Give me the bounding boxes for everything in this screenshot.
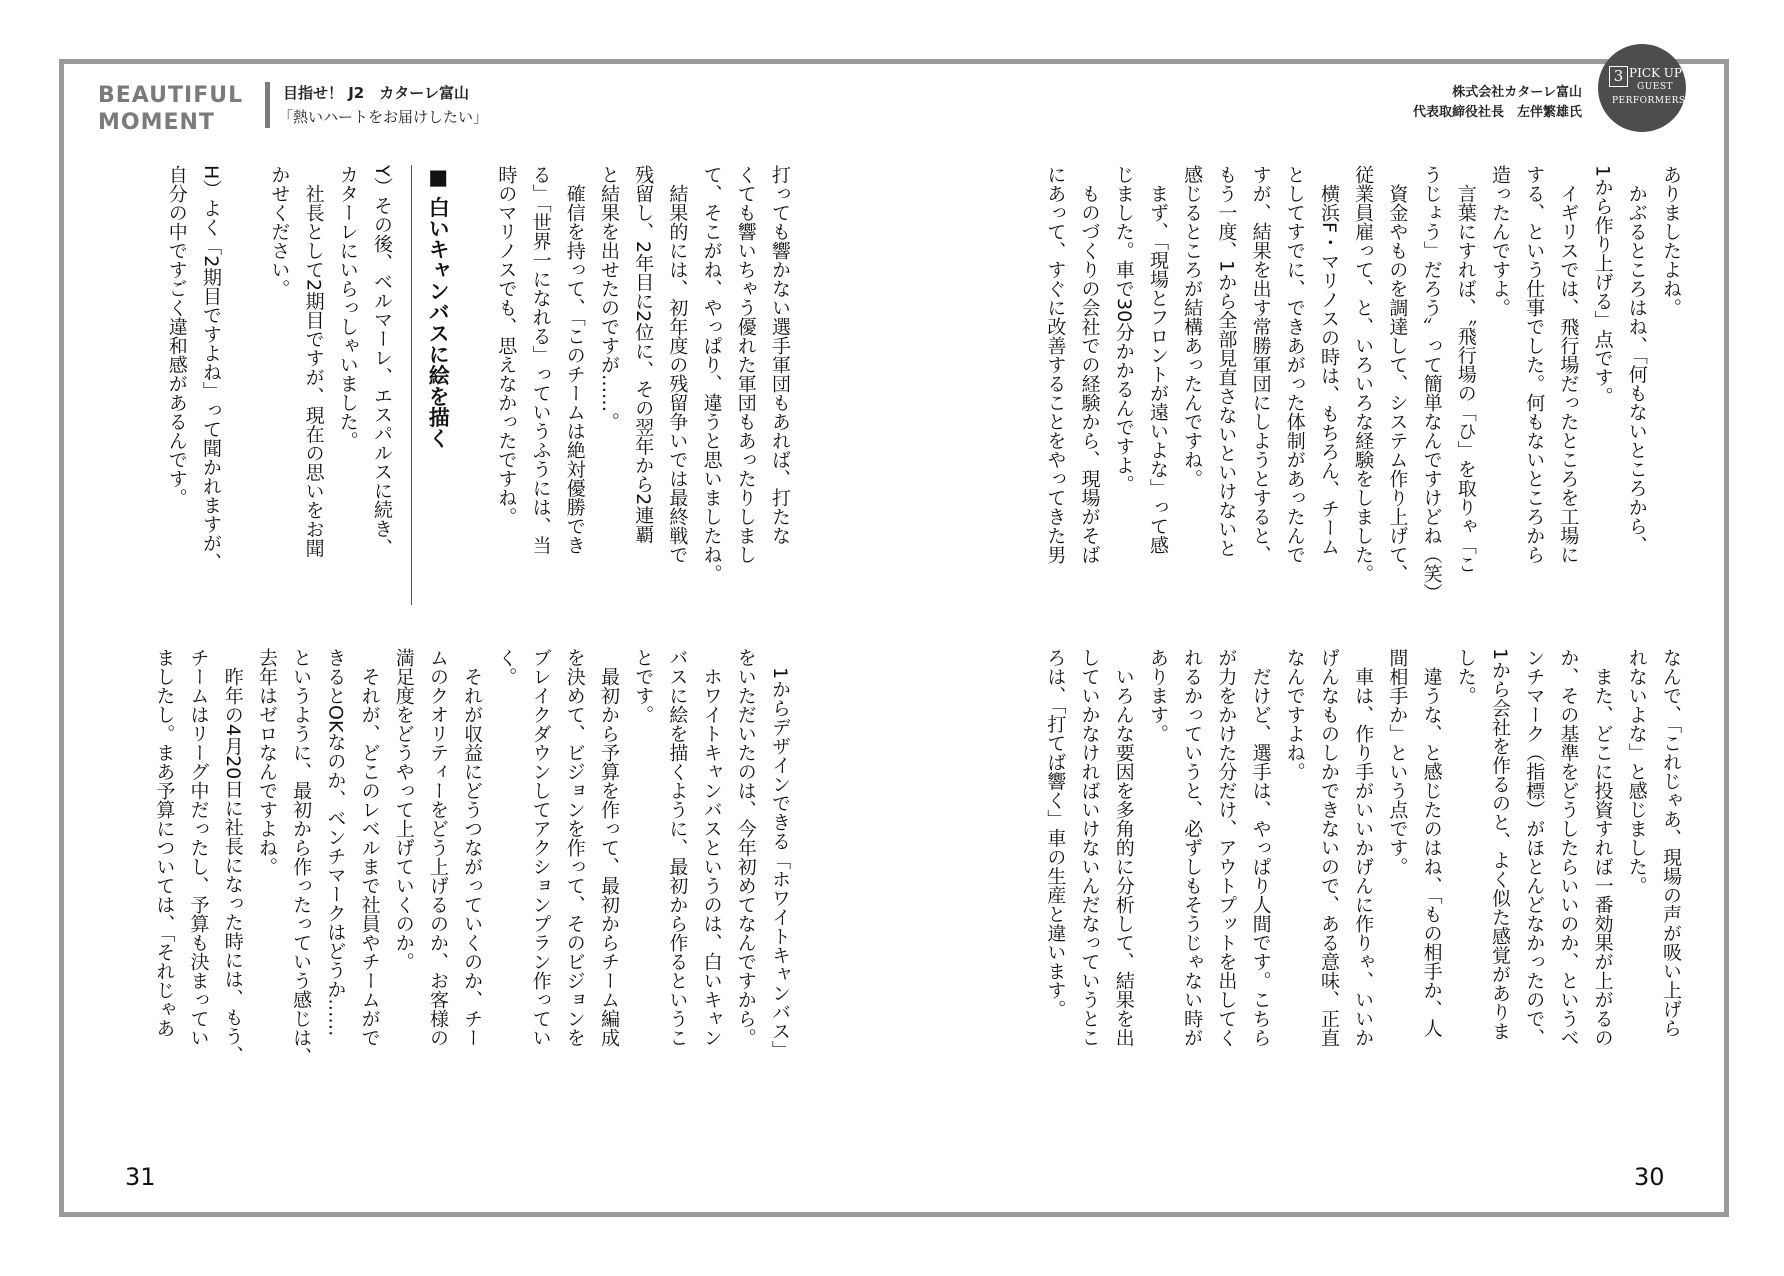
right-page-lower-text: なんで、「これじゃあ、現場の声が吸い上げら れないよな」と感じました。 また、どこに投資すれば一番効果が上がるの か、その基準をどうしたらいいのか、というベ ンチマーク（指標）がほとんどなかったので、 1から会社を作るのと、よく似た感覚がありま した。 違うな、と感じたのはね、「もの相手か、人 間相手か」という点です。 車は、作り手がいいかげんに作りゃ、いいか げんなものしかできないので、ある意味、正直 なんですよね。 だけど、選手は、やっぱり人間です。こちら が力をかけた分だけ、アウトプットを出してく れるかっていうと、必ずしもそうじゃない時が あります。 いろんな要因を多角的に分析して、結果を出 していかなければいけないんだなっていうとこ ろは、「打てば響く」車の生産と違います。 [1044, 648, 1682, 1047]
page-number-right: 30 [1634, 1163, 1665, 1191]
section-heading: ■ 白いキャンバスに絵を描く [426, 165, 451, 449]
company-name: 株式会社カターレ富山 [1452, 85, 1582, 100]
badge-line-1: PICK UP [1629, 66, 1682, 80]
left-page-interview-text: Y）その後、ベルマーレ、エスパルスに続き、 カターレにいらっしゃいました。 社長として2期目ですが、現在の思いをお聞 かせください。 H）よく「2期目ですよね」って聞かれますが、 自分の中ですごく違和感があるんです。 [165, 165, 393, 572]
right-page-upper-text: ありましたよね。 かぶるところはね、「何もないところから、 1から作り上げる」点です。 イギリスでは、飛行場だったところを工場に する、という仕事でした。何もないところから 造ったんですよ。 言葉にすれば、〝飛行場の「ひ」を取りゃ「こ うじょう」だろう〟って簡単なんですけどね（笑） 資金やものを調達して、システム作り上げて、 従業員雇って、と、いろいろな経験をしました。 横浜F・マリノスの時は、もちろん、チーム としてすでに、できあがった体制があったんで すが、結果を出す常勝軍団にしようとすると、 もう一度、1から全部見直さないといけないと 感じるところが結構あったんですね。 まず、「現場とフロントが遠いよな」って感 じました。車で30分かかるんですよ。 ものづくりの会社での経験から、現場がそば にあって、すぐに改善することをやってきた男 [1044, 165, 1682, 602]
pick-up-guest-badge [1598, 44, 1686, 132]
brand-line-1: BEAUTIFUL [98, 83, 244, 108]
badge-line-2: GUEST [1637, 82, 1674, 92]
badge-number: 3 [1609, 66, 1628, 87]
brand-line-2: MOMENT [98, 110, 215, 135]
header-divider [265, 82, 270, 128]
heading-rule [411, 165, 412, 605]
magazine-section-logo [98, 82, 243, 136]
left-page-lower-text: 1からデザインできる「ホワイトキャンバス」 をいただいたのは、今年初めてなんですから。 ホワイトキャンバスというのは、白いキャン バスに絵を描くように、最初から作るというこ とです。 最初から予算を作って、最初からチーム編成 を決めて、ビジョンを作って、そのビジョンを ブレイクダウンしてアクションプラン作ってい く。 それが収益にどうつながっていくのか、チー ムのクオリティーをどう上げるのか、お客様の 満足度をどうやって上げていくのか。 それが、どこのレベルまで社員やチームがで きるとOKなのか、ベンチマークはどうか…… というように、最初から作ったっていう感じは、 去年はゼロなんですよね。 昨年の4月20日に社長になった時には、もう、 チームはリーグ中だったし、予算も決まってい ましたし。まあ予算については、「それじゃあ [153, 648, 791, 1066]
badge-line-3: PERFORMERS [1612, 96, 1686, 106]
left-page-upper-text: 打っても響かない選手軍団もあれば、打たな くても響いちゃう優れた軍団もあったりしまし て、そこがね、やっぱり、違うと思いましたね。 結果的には、初年度の残留争いでは最終戦で 残留し、2年目に2位に、その翌年から2連覇 と結果を出せたのですが……。 確信を持って、「このチームは絶対優勝でき る」「世界一になれる」っていうふうには、当 時のマリノスでも、思えなかったですね。 [495, 165, 791, 583]
article-series-title: 目指せ！ J2 カターレ富山 [283, 84, 469, 102]
page-number-left: 31 [125, 1163, 156, 1191]
article-subtitle: 「熱いハートをお届けしたい」 [278, 108, 489, 126]
interviewee-info [1413, 83, 1582, 123]
interviewee-name: 代表取締役社長 左伴繁雄氏 [1412, 105, 1582, 120]
